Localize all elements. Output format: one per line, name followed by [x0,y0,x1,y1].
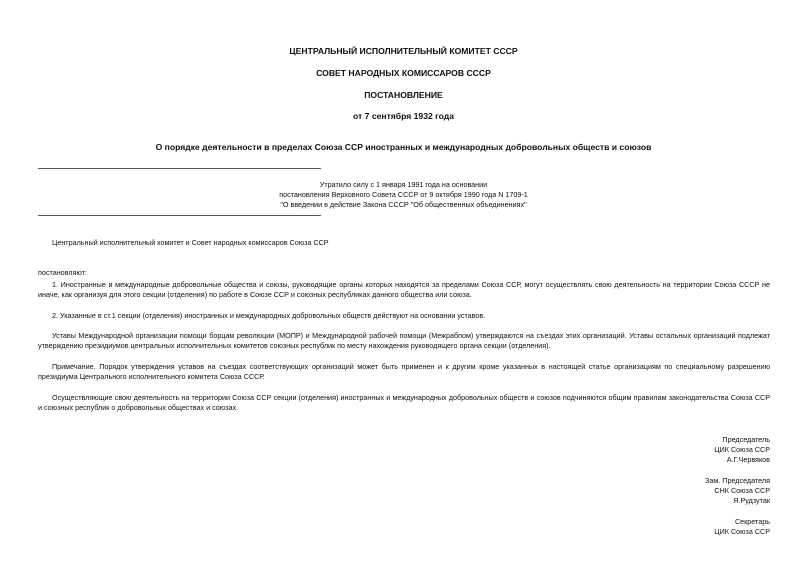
signature-deputy-snk [705,476,770,506]
article-1: 1. Иностранные и международные добровольные общества и союзы, руководящие органы которых находятся за пределами Союза ССР, могут осуществлять свою деятельность на территории Союза СССР не иначе, как организуя для этого секции (отделения) по работе в Союзе ССР и союзных республиках данного общества или союза. [38,280,770,300]
article-2-charters: Уставы Международной организации помощи борцам революции (МОПР) и Международной рабочей помощи (Межрабпом) утверждаются на съездах этих организаций. Уставы остальных организаций подлежат утверждению президиумов центральных исполнительных комитетов союзных республик по месту нахождения руководящего органа секции (отделения). [38,331,770,351]
status-note-line-3: "О введении в действие Закона СССР "Об общественных объединениях" [280,200,527,209]
signature-org: ЦИК Союза ССР [714,445,770,454]
signature-name: А.Г.Червяков [726,455,770,464]
signature-role: Секретарь [734,517,770,526]
signature-role: Председатель [722,435,770,444]
signature-org: СНК Союза ССР [714,486,770,495]
document-date: от 7 сентября 1932 года [353,111,454,121]
issuer-snk: СОВЕТ НАРОДНЫХ КОМИССАРОВ СССР [316,68,491,78]
preamble: Центральный исполнительный комитет и Совет народных комиссаров Союза ССР [52,238,329,247]
top-divider [38,168,321,169]
article-3: Осуществляющие свою деятельность на территории Союза ССР секции (отделения) иностранных и международных добровольных обществ и союзов подчиняются общим правилам законодательства Союза ССР и союзных республик о добровольных обществах и союзах. [38,393,770,413]
signature-secretary-cec [714,517,770,537]
article-2: 2. Указанные в ст.1 секции (отделения) иностранных и международных добровольных обществ действуют на основании уставов. [52,311,486,320]
note-paragraph: Примечание. Порядок утверждения уставов на съездах соответствующих организаций может быть применен и к другим кроме указанных в настоящей статье организациям по специальному разрешению президиума Центрального исполнительного комитета Союза СССР. [38,362,770,382]
resolves-clause: постановляют: [38,268,87,277]
document-type: ПОСТАНОВЛЕНИЕ [364,90,443,100]
signature-name: Я.Рудзутак [733,496,770,505]
signature-role: Зам. Председателя [705,476,770,485]
bottom-divider [38,215,321,216]
document-title: О порядке деятельности в пределах Союза ССР иностранных и международных добровольных обществ и союзов [155,142,652,152]
signature-org: ЦИК Союза ССР [714,527,770,536]
status-note-line-2: постановления Верховного Совета СССР от 9 октября 1990 года N 1709-1 [279,190,528,199]
signature-chairman-cec [714,435,770,465]
status-note-line-1: Утратило силу с 1 января 1991 года на основании [319,180,488,189]
issuer-cec: ЦЕНТРАЛЬНЫЙ ИСПОЛНИТЕЛЬНЫЙ КОМИТЕТ СССР [289,46,518,56]
